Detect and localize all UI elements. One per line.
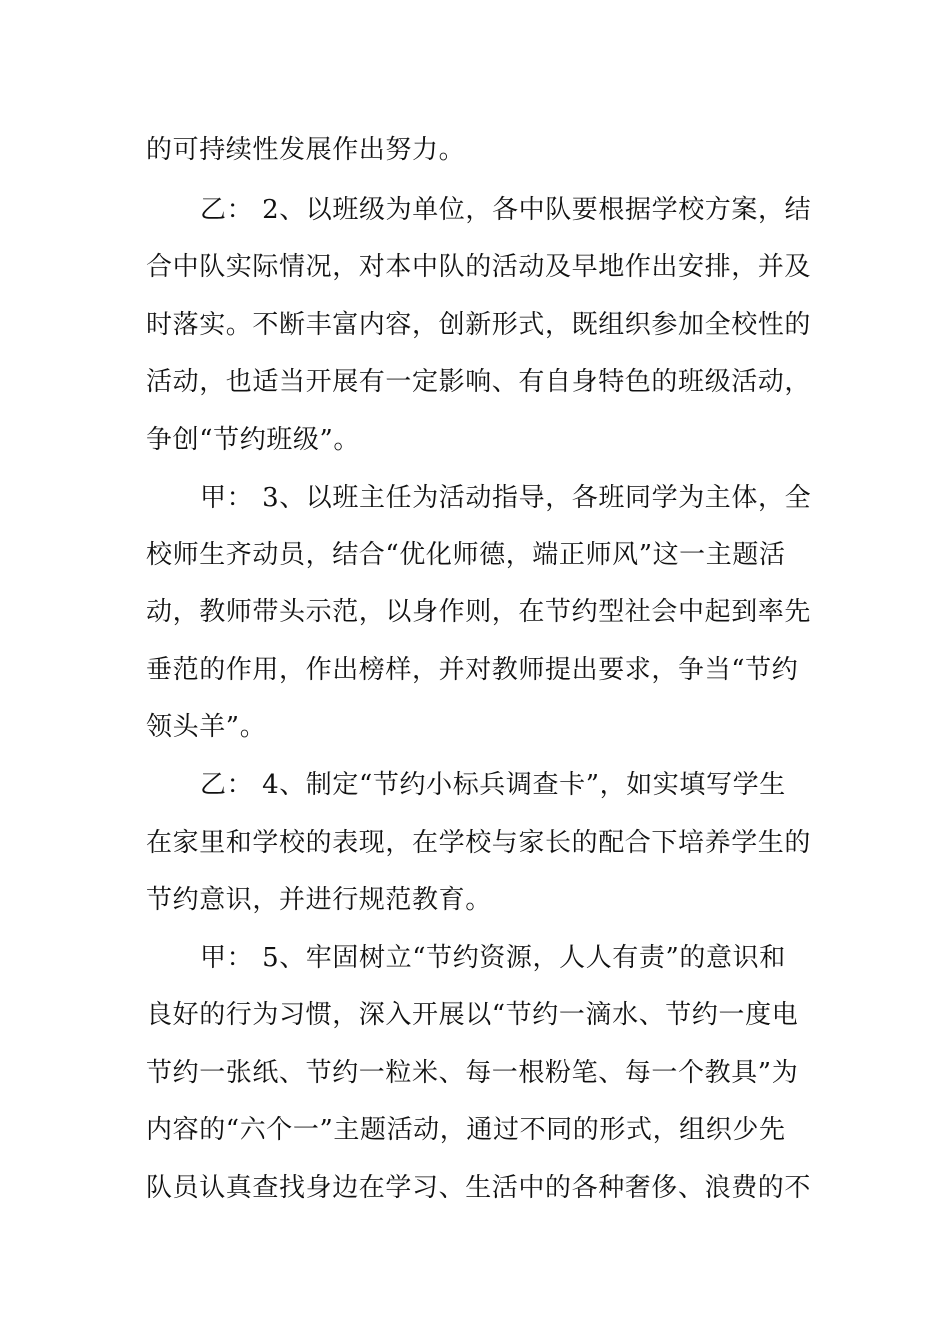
text-line: 甲： 3、以班主任为活动指导，各班同学为主体，全 <box>200 483 812 513</box>
text-line: 乙： 4、制定“节约小标兵调查卡”，如实填写学生 <box>200 770 786 800</box>
text-line: 合中队实际情况，对本中队的活动及早地作出安排，并及 <box>146 252 812 282</box>
text-line: 良好的行为习惯，深入开展以“节约一滴水、节约一度电 <box>146 1000 799 1030</box>
text-line: 垂范的作用，作出榜样，并对教师提出要求，争当“节约 <box>146 655 799 685</box>
text-line: 甲： 5、牢固树立“节约资源，人人有责”的意识和 <box>200 943 786 973</box>
text-line: 活动，也适当开展有一定影响、有自身特色的班级活动， <box>146 367 812 397</box>
text-line: 队员认真查找身边在学习、生活中的各种奢侈、浪费的不 <box>146 1173 812 1203</box>
text-line: 节约一张纸、节约一粒米、每一根粉笔、每一个教具”为 <box>146 1058 799 1088</box>
text-line: 领头羊”。 <box>146 712 267 742</box>
text-line: 节约意识，并进行规范教育。 <box>146 885 492 915</box>
text-line: 在家里和学校的表现，在学校与家长的配合下培养学生的 <box>146 828 812 858</box>
text-line: 校师生齐动员，结合“优化师德，端正师风”这一主题活 <box>146 540 786 570</box>
text-line: 争创“节约班级”。 <box>146 425 360 455</box>
text-line: 内容的“六个一”主题活动，通过不同的形式，组织少先 <box>146 1115 786 1145</box>
text-line: 动，教师带头示范，以身作则，在节约型社会中起到率先 <box>146 597 812 627</box>
text-line: 乙： 2、以班级为单位，各中队要根据学校方案，结 <box>200 195 812 225</box>
text-line: 时落实。不断丰富内容，创新形式，既组织参加全校性的 <box>146 310 812 340</box>
text-line: 的可持续性发展作出努力。 <box>146 135 466 165</box>
